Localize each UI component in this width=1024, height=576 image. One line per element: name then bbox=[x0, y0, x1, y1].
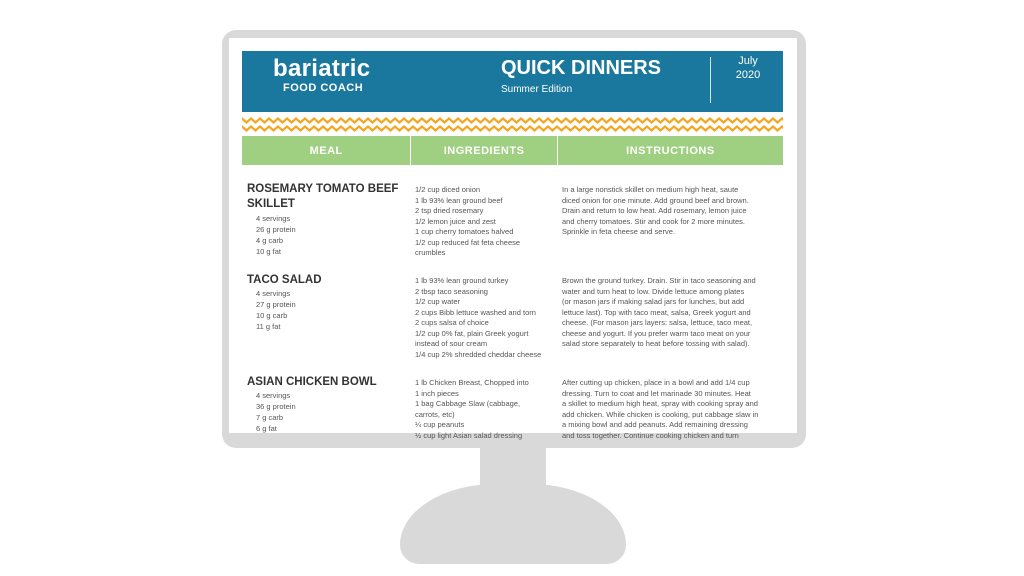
column-header-instructions: INSTRUCTIONS bbox=[626, 144, 715, 157]
nutrition-info: 4 servings 26 g protein 4 g carb 10 g fat bbox=[256, 214, 296, 256]
column-header-ingredients: INGREDIENTS bbox=[411, 136, 557, 165]
issue-month: July bbox=[738, 55, 758, 67]
instructions-text: In a large nonstick skillet on medium high heat, saute diced onion for one minute. Add ground beef and brown. Drain and return to low heat. Add rosemary, lemon juice and cherry tomatoes. Stir and cook for 2 more minutes. Sprinkle in feta cheese and serve. bbox=[562, 185, 749, 236]
monitor-screen bbox=[229, 38, 797, 440]
issue-year: 2020 bbox=[735, 69, 761, 81]
brand-subtitle: FOOD COACH bbox=[283, 82, 364, 94]
chevron-pattern-divider bbox=[242, 115, 783, 133]
header-divider bbox=[710, 57, 711, 103]
page-title: QUICK DINNERS bbox=[501, 57, 662, 79]
meal-name: ASIAN CHICKEN BOWL bbox=[247, 376, 377, 388]
meal-name: TACO SALAD bbox=[247, 274, 322, 286]
nutrition-info: 4 servings 27 g protein 10 g carb 11 g fat bbox=[256, 289, 296, 331]
ingredients-list: 1 lb 93% lean ground turkey 2 tbsp taco seasoning 1/2 cup water 2 cups Bibb lettuce washed and torn 2 cups salsa of choice 1/2 cup 0% fat, plain Greek yogurt instead of sour cream 1/4 cup 2% shredded cheddar cheese bbox=[415, 276, 542, 359]
monitor-stand bbox=[400, 484, 626, 564]
monitor-neck bbox=[480, 448, 546, 488]
instructions-text: After cutting up chicken, place in a bowl and add 1/4 cup dressing. Turn to coat and let marinade 30 minutes. Heat a skillet to medium high heat, spray with cooking spray and add chicken. While chicken is cooking, put cabbage slaw in a mixing bowl and add peanuts. Add remaining dressing and toss together. Continue cooking chicken and turn bbox=[562, 378, 759, 440]
instructions-text: Brown the ground turkey. Drain. Stir in taco seasoning and water and turn heat to low. Divide lettuce among plates (or mason jars if making salad jars for lunches, but add lettuce last). Top with taco meat, salsa, Greek yogurt and cheese. (For mason jars layers: salsa, lettuce, taco meat, cheese and yogurt. If you prefer warm taco meat on your salad store separately to heat before tossing with salad). bbox=[562, 276, 756, 348]
table-header bbox=[242, 136, 783, 165]
column-header-meal: MEAL bbox=[242, 136, 411, 165]
ingredients-list: 1/2 cup diced onion 1 lb 93% lean ground beef 2 tsp dried rosemary 1/2 lemon juice and zest 1 cup cherry tomatoes halved 1/2 cup reduced fat feta cheese crumbles bbox=[415, 185, 521, 257]
meal-name: ROSEMARY TOMATO BEEF SKILLET bbox=[247, 183, 399, 210]
page-subtitle: Summer Edition bbox=[501, 84, 573, 95]
ingredients-list: 1 lb Chicken Breast, Chopped into 1 inch pieces 1 bag Cabbage Slaw (cabbage, carrots, etc) ¼ cup peanuts ½ cup light Asian salad dressing bbox=[415, 378, 529, 440]
document-header bbox=[242, 51, 783, 112]
recipe-document bbox=[242, 51, 783, 440]
brand-logo: bariatric bbox=[273, 55, 371, 82]
nutrition-info: 4 servings 36 g protein 7 g carb 6 g fat bbox=[256, 391, 296, 433]
